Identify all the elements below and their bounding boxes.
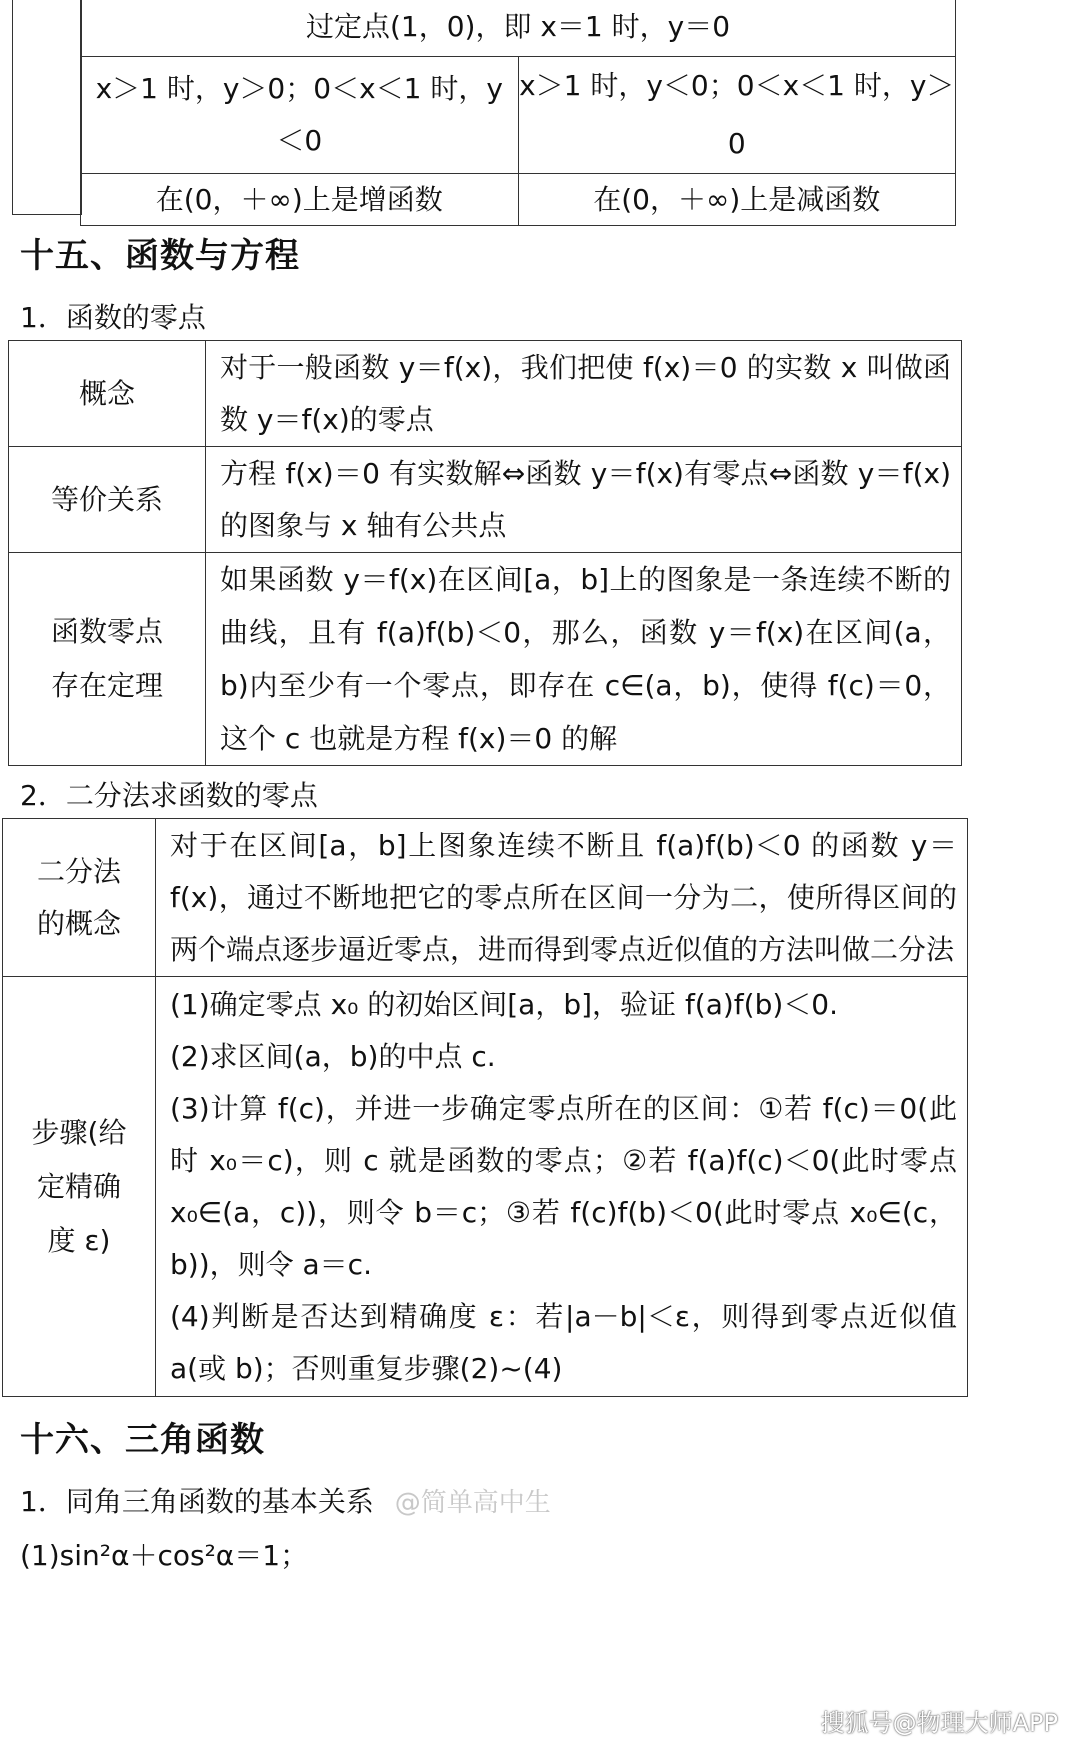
- top-table-left-column: [12, 0, 82, 215]
- section15-sub2: 2．二分法求函数的零点: [20, 779, 318, 812]
- bisection-step2: (2)求区间(a，b)的中点 c.: [170, 1040, 496, 1073]
- bisection-concept-label: 二分法的概念: [36, 854, 121, 940]
- top-table-row3-right: 在(0，＋∞)上是减函数: [518, 174, 956, 226]
- bisection-steps-cell: [156, 977, 968, 1397]
- bisection-table: [2, 818, 968, 1397]
- section16-sub1: 1．同角三角函数的基本关系: [20, 1485, 374, 1518]
- top-table-row3-left: 在(0，＋∞)上是增函数: [81, 174, 519, 226]
- zero-table-text-equivalence: 方程 f(x)＝0 有实数解⇔函数 y＝f(x)有零点⇔函数 y＝f(x)的图象与 x 轴有公共点: [206, 447, 962, 553]
- top-table-row2-left: [81, 57, 519, 174]
- top-table: [80, 0, 956, 226]
- section15-heading: 十五、函数与方程: [20, 236, 300, 276]
- bisection-step3: (3)计算 f(c)，并进一步确定零点所在的区间：①若 f(c)＝0(此时 x₀＝c)，则 c 就是函数的零点；②若 f(a)f(c)＜0(此时零点 x₀∈(a，c))，则令 b＝c；③若 f(c)f(b)＜0(此时零点 x₀∈(c，b))，则令 a＝c.: [170, 1092, 957, 1281]
- bisection-concept-label-cell: [3, 819, 156, 977]
- top-table-row1: 过定点(1，0)，即 x＝1 时，y＝0: [81, 0, 956, 57]
- top-table-row2-left-text: x＞1 时，y＞0；0＜x＜1 时，y＜0: [95, 72, 503, 157]
- footer-source: 搜狐号@物理大师APP: [820, 1709, 1058, 1737]
- section16-sub1-row: [20, 1480, 551, 1520]
- section16-heading: 十六、三角函数: [20, 1420, 265, 1460]
- bisection-step1: (1)确定零点 x₀ 的初始区间[a，b]，验证 f(a)f(b)＜0.: [170, 988, 838, 1021]
- section15-sub1: 1．函数的零点: [20, 301, 206, 334]
- top-table-row2-right: x＞1 时，y＜0；0＜x＜1 时，y＞0: [518, 57, 956, 174]
- zero-point-table: [8, 340, 962, 766]
- zero-table-label-theorem-cell: [9, 553, 206, 766]
- bisection-steps-label-cell: [3, 977, 156, 1397]
- zero-table-label-equivalence: 等价关系: [9, 447, 206, 553]
- section16-formula1: (1)sin²α＋cos²α＝1；: [20, 1539, 309, 1572]
- bisection-step4: (4)判断是否达到精确度 ε：若|a－b|＜ε，则得到零点近似值 a(或 b)；否则重复步骤(2)~(4): [170, 1300, 957, 1385]
- watermark-text: @简单高中生: [394, 1488, 551, 1518]
- zero-table-label-concept: 概念: [9, 341, 206, 447]
- zero-table-label-theorem: 函数零点存在定理: [50, 615, 163, 702]
- bisection-steps-label: 步骤(给定精确度 ε): [31, 1115, 127, 1257]
- zero-table-text-theorem: 如果函数 y＝f(x)在区间[a，b]上的图象是一条连续不断的曲线，且有 f(a)f(b)＜0，那么，函数 y＝f(x)在区间(a，b)内至少有一个零点，即存在 c∈(a，b)，使得 f(c)＝0，这个 c 也就是方程 f(x)＝0 的解: [206, 553, 962, 766]
- bisection-concept-text: 对于在区间[a，b]上图象连续不断且 f(a)f(b)＜0 的函数 y＝f(x)，通过不断地把它的零点所在区间一分为二，使所得区间的两个端点逐步逼近零点，进而得到零点近似值的方法叫做二分法: [156, 819, 968, 977]
- zero-table-text-concept: 对于一般函数 y＝f(x)，我们把使 f(x)＝0 的实数 x 叫做函数 y＝f(x)的零点: [206, 341, 962, 447]
